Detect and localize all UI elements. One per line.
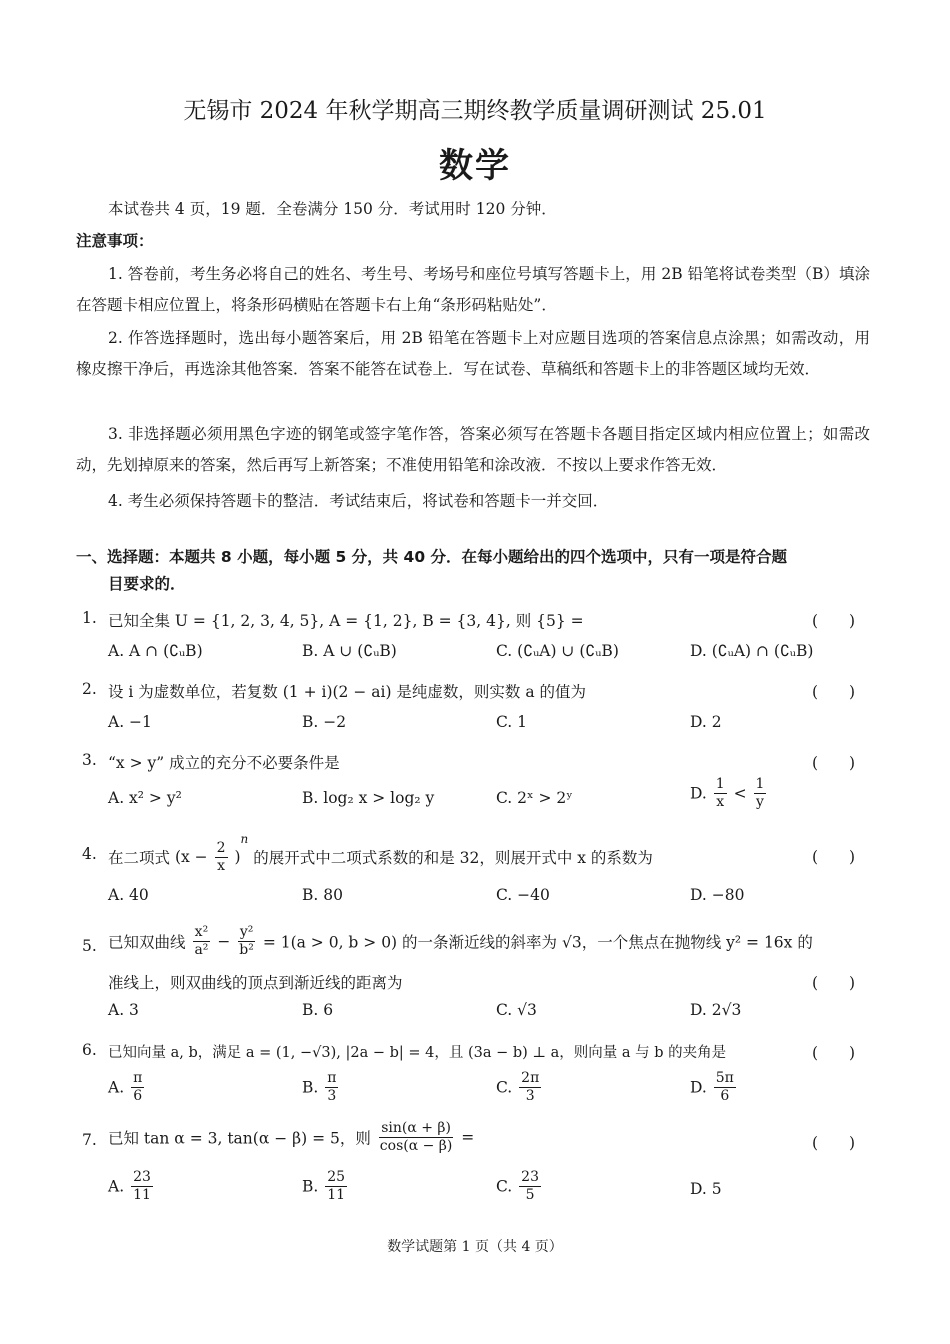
fraction-denominator: y: [756, 794, 764, 810]
fraction: [131, 1070, 144, 1105]
option-c: C. −40: [496, 886, 550, 904]
fraction-numerator: π: [327, 1070, 337, 1086]
option-a: [108, 1169, 155, 1204]
fraction-denominator: cos(α − β): [379, 1138, 453, 1154]
fraction-numerator: 1: [755, 776, 765, 792]
fraction-denominator: 6: [720, 1088, 730, 1104]
notice-heading: 注意事项：: [76, 232, 154, 250]
option-label: A.: [108, 1078, 125, 1097]
option-label: B.: [302, 1177, 319, 1196]
fraction-denominator: b²: [239, 942, 254, 958]
question-stem-line2: 准线上，则双曲线的顶点到渐近线的距离为: [108, 974, 403, 992]
fraction-denominator: 11: [327, 1187, 346, 1203]
page-footer: 数学试题第 1 页（共 4 页）: [387, 1239, 563, 1255]
option-d: [690, 1070, 738, 1105]
fraction-denominator: 11: [133, 1187, 151, 1203]
question-stem: [108, 1120, 474, 1155]
section-heading-line2: 目要求的．: [108, 575, 186, 593]
operator: −: [217, 932, 231, 951]
fraction-denominator: 3: [525, 1088, 535, 1104]
option-a: A. −1: [108, 713, 152, 731]
stem-text: = 1(a > 0, b > 0) 的一条渐近线的斜率为 √3，一个焦点在抛物线 y² = 16x 的: [262, 933, 813, 952]
fraction-numerator: y²: [239, 924, 254, 940]
fraction-numerator: 23: [521, 1169, 539, 1185]
notice-item-2: 2. 作答选择题时，选出每小题答案后，用 2B 铅笔在答题卡上对应题目选项的答案信息点涂黑；如需改动，用橡皮擦干净后，再选涂其他答案．答案不能答在试卷上．写在试卷、草稿纸和答题卡上的非答题区域均无效．: [76, 329, 870, 378]
fraction: [215, 840, 228, 875]
fraction: [519, 1169, 541, 1204]
answer-paren: ( ): [812, 1134, 856, 1152]
answer-paren: ( ): [812, 612, 856, 630]
section-heading: [76, 544, 870, 598]
fraction: [131, 1169, 153, 1204]
question-number: 4.: [82, 845, 97, 863]
option-c: C. √3: [496, 1001, 537, 1019]
fraction: [237, 924, 256, 959]
option-d: [690, 776, 768, 811]
question-number: 7.: [82, 1131, 97, 1149]
fraction-numerator: x²: [194, 924, 209, 940]
option-d: D. 2: [690, 713, 722, 731]
stem-text: 已知 tan α = 3, tan(α − β) = 5，则: [108, 1129, 371, 1148]
notice-item-4: 4. 考生必须保持答题卡的整洁．考试结束后，将试卷和答题卡一并交回．: [108, 492, 609, 510]
fraction: [519, 1070, 541, 1105]
question-number: 1.: [82, 609, 97, 627]
option-b: B. 6: [302, 1001, 334, 1019]
option-label: C.: [496, 1177, 513, 1196]
option-label: B.: [302, 1078, 319, 1097]
option-a: A. 3: [108, 1001, 139, 1019]
option-d: D. 5: [690, 1180, 722, 1198]
question-number: 2.: [82, 680, 97, 698]
fraction-denominator: x: [716, 794, 725, 810]
equals-sign: =: [461, 1128, 475, 1147]
option-label: C.: [496, 1078, 513, 1097]
answer-paren: ( ): [812, 754, 856, 772]
fraction-denominator: x: [217, 857, 225, 874]
fraction-numerator: sin(α + β): [381, 1120, 451, 1136]
notice-item-3: 3. 非选择题必须用黑色字迹的钢笔或签字笔作答，答案必须写在答题卡各题目指定区域内相应位置上；如需改动，先划掉原来的答案，然后再写上新答案；不准使用铅笔和涂改液．不按以上要求作答无效．: [76, 425, 870, 474]
option-c: [496, 1070, 543, 1105]
option-b: [302, 1070, 340, 1105]
fraction-numerator: 23: [133, 1169, 151, 1185]
fraction-numerator: 2π: [521, 1070, 540, 1086]
stem-text: 已知双曲线: [108, 933, 186, 952]
stem-text: 的展开式中二项式系数的和是 32，则展开式中 x 的系数为: [253, 849, 653, 867]
section-heading-line1: 一、选择题：本题共 8 小题，每小题 5 分，共 40 分．在每小题给出的四个选项中，只有一项是符合题: [76, 548, 788, 566]
fraction: [378, 1120, 455, 1155]
fraction: [714, 1070, 736, 1105]
option-a: A. A ∩ (∁ᵤB): [108, 642, 203, 660]
fraction-denominator: a²: [194, 942, 209, 958]
option-a: [108, 1070, 146, 1105]
operator: <: [733, 784, 747, 803]
subject-title: 数学: [439, 146, 511, 186]
answer-paren: ( ): [812, 683, 856, 701]
question-stem: 已知全集 U = {1, 2, 3, 4, 5}, A = {1, 2}, B = {3, 4}, 则 {5} =: [108, 612, 584, 630]
option-d-label: D.: [690, 784, 707, 803]
answer-paren: ( ): [812, 848, 856, 866]
fraction-numerator: 2: [216, 839, 226, 856]
option-b: B. log₂ x > log₂ y: [302, 789, 435, 807]
question-stem: “x > y” 成立的充分不必要条件是: [108, 754, 340, 772]
notice-item-1: 1. 答卷前，考生务必将自己的姓名、考生号、考场号和座位号填写答题卡上，用 2B 铅笔将试卷类型（B）填涂在答题卡相应位置上，将条形码横贴在答题卡右上角“条形码粘贴处”．: [76, 265, 870, 314]
fraction-numerator: 1: [715, 776, 725, 792]
question-number: 6.: [82, 1041, 97, 1059]
question-stem: 已知向量 a, b，满足 a = (1, −√3), |2a − b| = 4，且 (3a − b) ⊥ a，则向量 a 与 b 的夹角是: [108, 1045, 727, 1061]
question-stem: [108, 832, 653, 875]
fraction: [754, 776, 767, 811]
option-d: D. (∁ᵤA) ∩ (∁ᵤB): [690, 642, 814, 660]
fraction-numerator: π: [133, 1070, 143, 1086]
option-b: [302, 1169, 349, 1204]
fraction-numerator: 5π: [715, 1070, 734, 1086]
fraction: [325, 1169, 347, 1204]
answer-paren: ( ): [812, 1044, 856, 1062]
option-a: A. 40: [108, 886, 149, 904]
fraction: [714, 776, 727, 811]
option-c: [496, 1169, 543, 1204]
binomial-exponent: n: [240, 832, 249, 846]
option-c: C. 2ˣ > 2ʸ: [496, 789, 573, 807]
question-number: 5.: [82, 937, 97, 955]
fraction-denominator: 5: [525, 1187, 535, 1203]
option-a: A. x² > y²: [108, 789, 182, 807]
question-number: 3.: [82, 751, 97, 769]
option-label: D.: [690, 1078, 707, 1097]
exam-title: 无锡市 2024 年秋学期高三期终教学质量调研测试 25.01: [183, 98, 767, 124]
stem-text: 在二项式: [108, 849, 171, 867]
binomial-left: (x −: [174, 848, 208, 866]
option-d: D. −80: [690, 886, 745, 904]
option-d: D. 2√3: [690, 1001, 742, 1019]
option-b: B. 80: [302, 886, 343, 904]
option-label: A.: [108, 1177, 125, 1196]
option-b: B. −2: [302, 713, 347, 731]
fraction: [325, 1070, 338, 1105]
question-stem: 设 i 为虚数单位，若复数 (1 + i)(2 − ai) 是纯虚数，则实数 a 的值为: [108, 683, 587, 701]
option-b: B. A ∪ (∁ᵤB): [302, 642, 397, 660]
fraction-numerator: 25: [327, 1169, 346, 1185]
fraction-denominator: 6: [133, 1088, 143, 1104]
option-c: C. (∁ᵤA) ∪ (∁ᵤB): [496, 642, 619, 660]
fraction: [192, 924, 210, 959]
exam-intro: 本试卷共 4 页，19 题．全卷满分 150 分．考试用时 120 分钟．: [108, 200, 557, 218]
option-c: C. 1: [496, 713, 528, 731]
binomial-right: ): [234, 848, 241, 866]
fraction-denominator: 3: [327, 1088, 337, 1104]
answer-paren: ( ): [812, 974, 856, 992]
question-stem: [108, 924, 813, 959]
